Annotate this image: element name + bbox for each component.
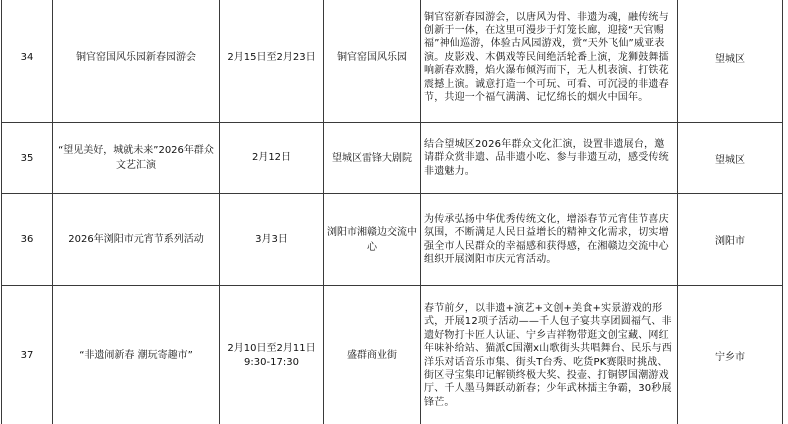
event-time-cell: 2月12日: [220, 123, 324, 194]
table-row: [2, 286, 783, 424]
event-name-cell: “望见美好，城就未来”2026年群众文艺汇演: [53, 123, 220, 194]
event-venue-cell: 浏阳市湘赣边交流中心: [324, 194, 421, 286]
row-number-cell: 34: [2, 0, 53, 123]
event-area-cell: 浏阳市: [678, 194, 783, 286]
event-description-cell: 春节前夕，以非遗+演艺+文创+美食+实景游戏的形式，开展12项子活动——千人包子宴共享团圆福气、非遗好物打卡匠人认证、宁乡吉祥物带逛文创宝藏、网红年味补给站、猫派C国潮x山歌街头共唱舞台、民乐与西洋乐对话音乐市集、街头T台秀、吃货PK赛限时挑战、街区寻宝集印记解锁终极大奖、投壶、打铜锣国潮游戏厅、千人墨马舞跃动新春；少年武林擂主争霸，30秒展锋芒。: [421, 286, 678, 424]
event-venue-cell: 铜官窑国风乐园: [324, 0, 421, 123]
event-area-cell: 望城区: [678, 0, 783, 123]
event-name-cell: 2026年浏阳市元宵节系列活动: [53, 194, 220, 286]
row-number-cell: 35: [2, 123, 53, 194]
event-area-cell: 宁乡市: [678, 286, 783, 424]
event-venue-cell: 盛群商业街: [324, 286, 421, 424]
table-row: [2, 123, 783, 194]
row-number-cell: 36: [2, 194, 53, 286]
table-row: [2, 0, 783, 123]
events-table: [1, 0, 783, 424]
event-time-cell: 2月15日至2月23日: [220, 0, 324, 123]
event-description-cell: 结合望城区2026年群众文化汇演，设置非遗展台，邀请群众赏非遗、品非遗小吃、参与非遗互动，感受传统非遗魅力。: [421, 123, 678, 194]
event-description-cell: 为传承弘扬中华优秀传统文化，增添春节元宵佳节喜庆氛围，不断满足人民日益增长的精神文化需求，切实增强全市人民群众的幸福感和获得感，在湘赣边交流中心组织开展浏阳市庆元宵活动。: [421, 194, 678, 286]
event-time-cell: 3月3日: [220, 194, 324, 286]
row-number-cell: 37: [2, 286, 53, 424]
event-area-cell: 望城区: [678, 123, 783, 194]
event-time-cell: 2月10日至2月11日 9:30-17:30: [220, 286, 324, 424]
table-row: [2, 194, 783, 286]
event-description-cell: 铜官窑新春园游会，以唐风为骨、非遗为魂，融传统与创新于一体，在这里可漫步于灯笼长廊，迎接“天官赐福”神仙巡游，体验古风园游戏，赏“天外飞仙”威亚表演。皮影戏、木偶戏等民间绝活轮番上演，龙狮鼓舞擂响新春欢腾，焰火瀑布倾泻而下，无人机表演、打铁花震撼上演。诚意打造一个可玩、可看、可沉浸的非遗春节，共迎一个福气满满、记忆绵长的烟火中国年。: [421, 0, 678, 123]
event-name-cell: 铜官窑国风乐园新春园游会: [53, 0, 220, 123]
event-venue-cell: 望城区雷锋大剧院: [324, 123, 421, 194]
event-name-cell: “非遗闹新春 潮玩寄趣市”: [53, 286, 220, 424]
